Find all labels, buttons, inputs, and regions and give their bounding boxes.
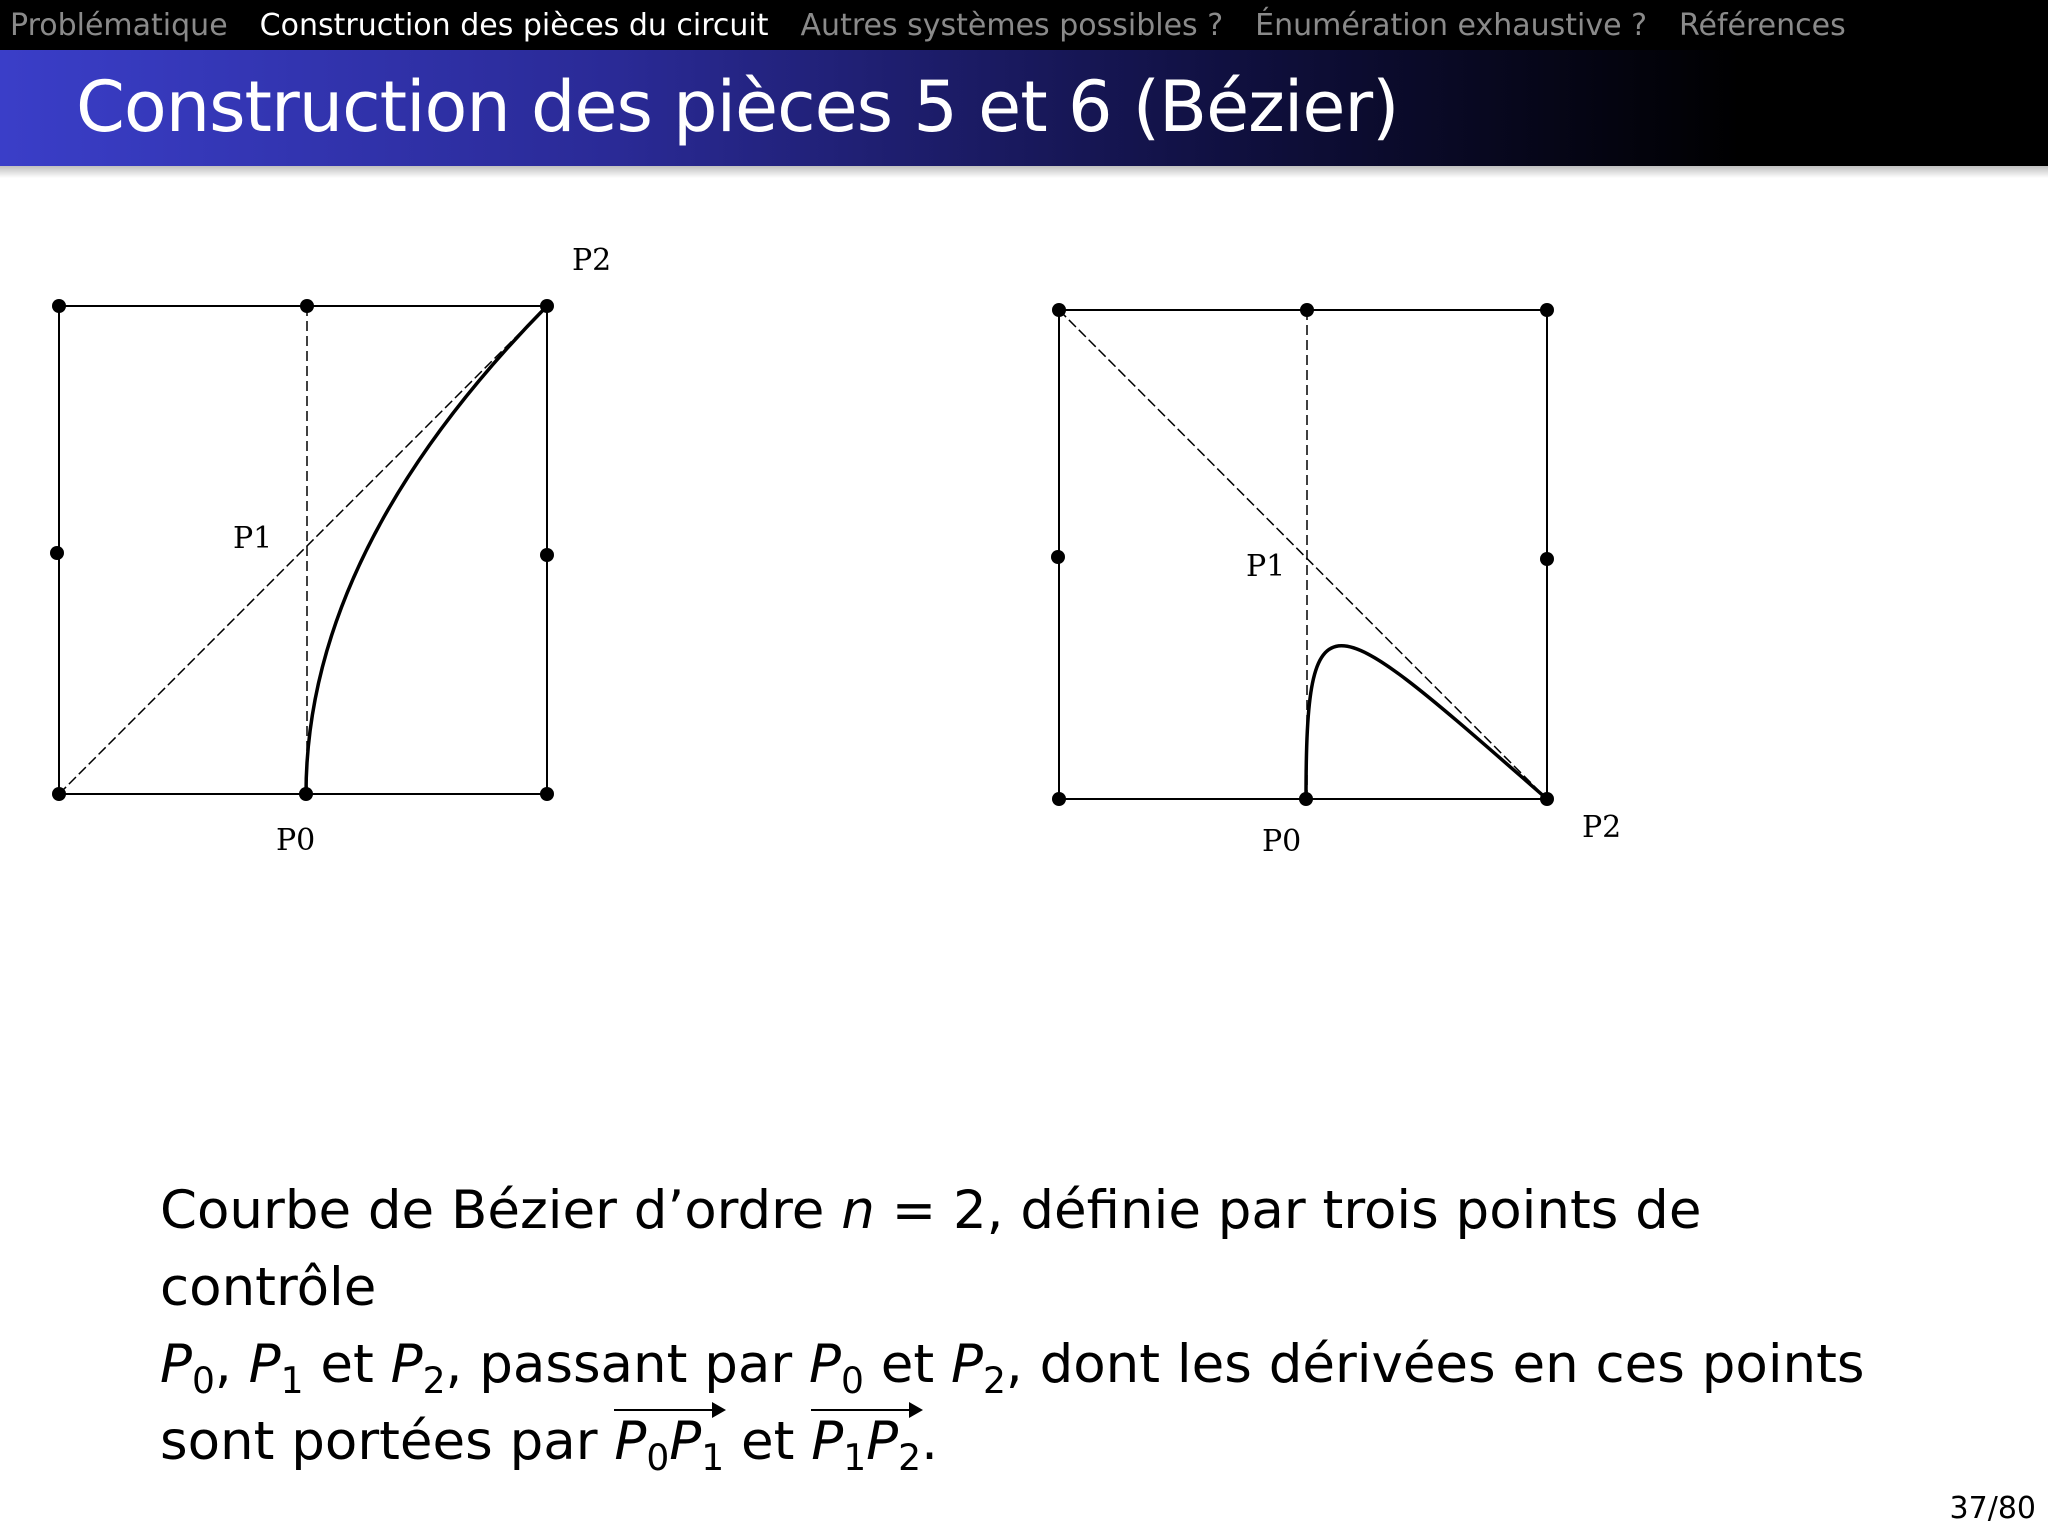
dot	[1052, 792, 1066, 806]
title-shadow	[0, 166, 2048, 178]
nav-item-construction[interactable]: Construction des pièces du circuit	[259, 7, 769, 43]
dot	[1540, 552, 1554, 566]
dashed-diagonal-line	[1059, 310, 1547, 799]
text-segment: = 2, définie par trois points de contrôle	[160, 1180, 1702, 1318]
dot	[1540, 792, 1554, 806]
nav-item-enumeration[interactable]: Énumération exhaustive ?	[1255, 7, 1647, 43]
text-segment: et	[863, 1334, 952, 1395]
vector-arrow	[811, 1409, 921, 1411]
label-p0: P0	[276, 823, 316, 858]
nav-item-problematique[interactable]: Problématique	[10, 7, 228, 43]
dashed-diagonal-line	[59, 306, 547, 794]
slide-title: Construction des pièces 5 et 6 (Bézier)	[76, 66, 1399, 148]
math-p2: $P_2$	[951, 1334, 1006, 1402]
text-segment: , dont les dérivées en ces points	[1005, 1334, 1865, 1395]
vector-p0p1: $P_0P_1$	[614, 1411, 725, 1479]
dot	[300, 299, 314, 313]
title-bar	[0, 50, 2048, 166]
math-p1: $P_1$	[248, 1334, 304, 1402]
vector-arrow	[614, 1409, 724, 1411]
dot	[540, 548, 554, 562]
body-line-3	[160, 1403, 1900, 1480]
label-p1: P1	[233, 521, 273, 556]
nav-item-references[interactable]: Références	[1679, 7, 1846, 43]
slide-body-text	[160, 1172, 1900, 1480]
text-segment: sont portées par	[160, 1411, 615, 1472]
math-p2: $P_2$	[390, 1334, 446, 1402]
text-segment: et	[724, 1411, 812, 1472]
dot	[1300, 303, 1314, 317]
label-p2: P2	[1582, 810, 1622, 845]
text-segment: Courbe de Bézier d’ordre	[160, 1180, 842, 1241]
math-p0: $P_0$	[160, 1334, 215, 1402]
body-line-2	[160, 1326, 1900, 1403]
page-number: 37/80	[1949, 1491, 2036, 1526]
dot	[52, 299, 66, 313]
dot	[540, 299, 554, 313]
bezier-curve	[306, 306, 547, 794]
dot	[50, 546, 64, 560]
text-segment: , passant par	[445, 1334, 810, 1395]
nav-item-autres-systemes[interactable]: Autres systèmes possibles ?	[800, 7, 1224, 43]
bezier-curve	[1306, 646, 1547, 799]
text-segment: .	[921, 1411, 938, 1472]
bezier-figure-right	[1000, 230, 1700, 890]
dot	[52, 787, 66, 801]
text-segment: et	[303, 1334, 391, 1395]
bezier-diagram-right	[1000, 230, 1700, 890]
dot	[1051, 550, 1065, 564]
dot	[299, 787, 313, 801]
bezier-figure-left	[0, 230, 700, 890]
section-navigation-bar	[0, 0, 2048, 50]
label-p1: P1	[1246, 549, 1286, 584]
body-line-1	[160, 1172, 1900, 1326]
label-p0: P0	[1262, 824, 1302, 859]
bezier-diagram-left	[0, 230, 700, 890]
dot	[1052, 303, 1066, 317]
vector-p1p2: $P_1P_2$	[811, 1411, 922, 1479]
dot	[1299, 792, 1313, 806]
math-n: n	[841, 1180, 875, 1241]
label-p2: P2	[572, 243, 612, 278]
math-p0: $P_0$	[809, 1334, 864, 1402]
dot	[540, 787, 554, 801]
text-segment: ,	[214, 1334, 249, 1395]
dot	[1540, 303, 1554, 317]
